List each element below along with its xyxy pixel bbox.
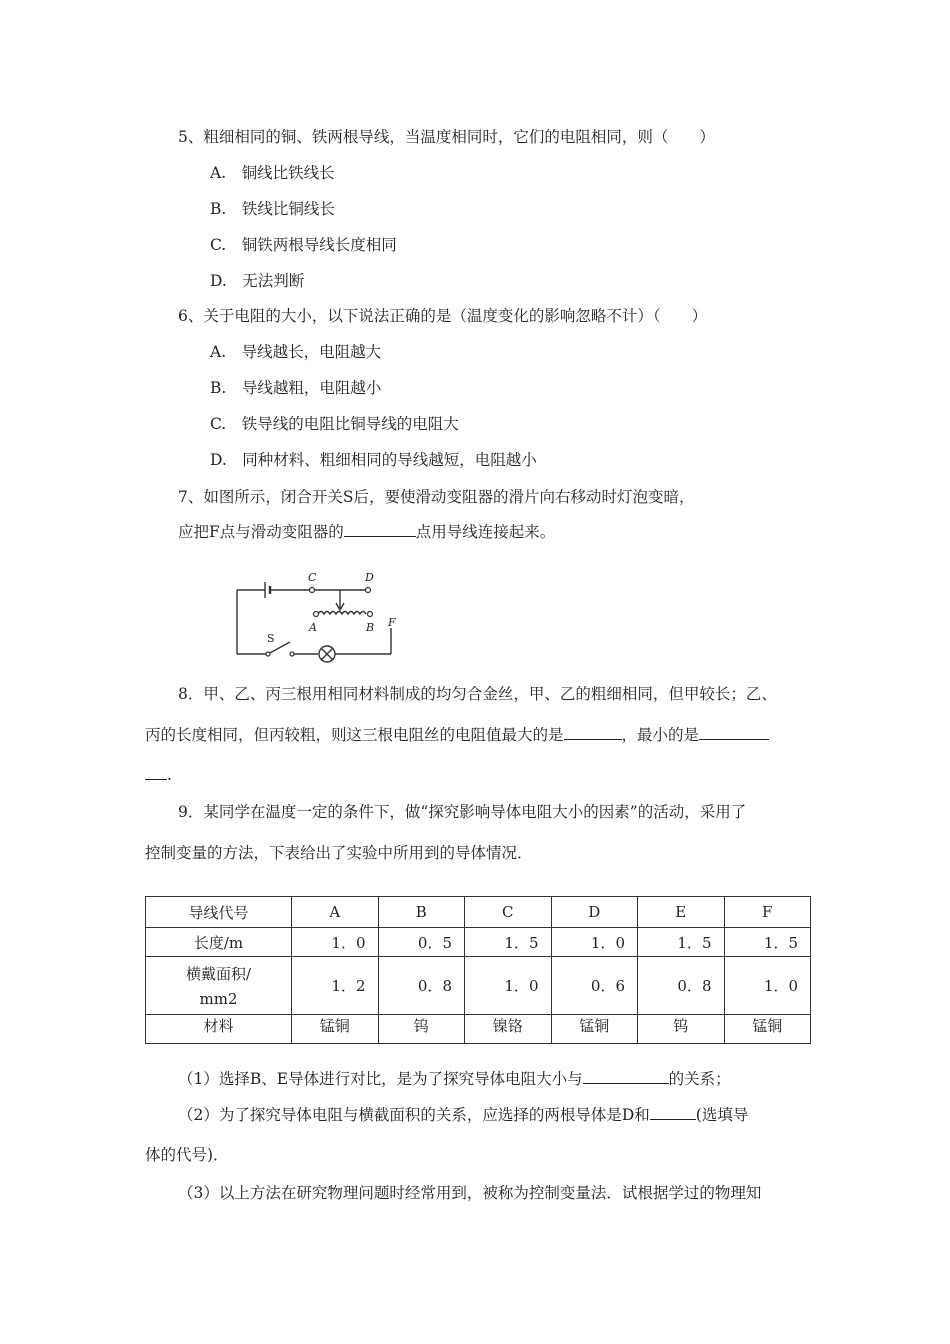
label-f: F	[388, 616, 396, 629]
terminal-b	[368, 612, 373, 617]
switch-pivot	[266, 652, 270, 656]
length-a: 1．0	[292, 928, 379, 957]
material-f: 锰铜	[724, 1015, 811, 1044]
material-b: 钨	[378, 1015, 465, 1044]
q9-sub2-line2: 体的代号)．	[145, 1146, 229, 1164]
q5-stem: 5、粗细相同的铜、铁两根导线，当温度相同时，它们的电阻相同，则（ ）	[178, 128, 715, 146]
length-e: 1．5	[638, 928, 725, 957]
material-c: 镍铬	[465, 1015, 552, 1044]
area-d: 0．6	[551, 957, 638, 1015]
area-label-line1: 横戴面积/	[185, 965, 252, 983]
q6-stem: 6、关于电阻的大小，以下说法正确的是（温度变化的影响忽略不计）（ ）	[178, 307, 708, 325]
header-c: C	[465, 897, 552, 928]
label-a: A	[309, 621, 317, 634]
terminal-c	[310, 588, 315, 593]
q7-line2-prefix: 应把F点与滑动变阻器的	[178, 523, 344, 541]
length-b: 0．5	[378, 928, 465, 957]
material-label: 材料	[146, 1015, 292, 1044]
label-c: C	[308, 571, 317, 584]
material-d: 锰铜	[551, 1015, 638, 1044]
table-row-material	[146, 1015, 811, 1044]
area-a: 1．2	[292, 957, 379, 1015]
material-e: 钨	[638, 1015, 725, 1044]
header-f: F	[724, 897, 811, 928]
q8-line3-suffix: .	[167, 766, 172, 784]
area-f: 1．0	[724, 957, 811, 1015]
q8-min-blank[interactable]	[699, 725, 769, 740]
circuit-diagram	[232, 570, 432, 664]
q9-sub2	[178, 1105, 748, 1125]
q7-line2-suffix: 点用导线连接起来。	[415, 523, 556, 541]
q7-line1: 7、如图所示，闭合开关S后，要使滑动变阻器的滑片向右移动时灯泡变暗，	[178, 488, 695, 506]
q8-line2-mid: ，最小的是	[621, 726, 700, 744]
q8-line2	[145, 725, 769, 745]
area-e: 0．8	[638, 957, 725, 1015]
length-c: 1．5	[465, 928, 552, 957]
q9-sub3: （3）以上方法在研究物理问题时经常用到，被称为控制变量法．试根据学过的物理知	[178, 1184, 762, 1202]
conductor-table	[145, 896, 811, 1044]
area-c: 1．0	[465, 957, 552, 1015]
header-e: E	[638, 897, 725, 928]
q9-line2: 控制变量的方法，下表给出了实验中所用到的导体情况．	[145, 844, 533, 862]
q9-sub2-suffix: (选填导	[695, 1106, 749, 1124]
q9-sub1-blank[interactable]	[583, 1069, 669, 1084]
terminal-a	[314, 612, 319, 617]
q8-min-blank-continued[interactable]	[145, 765, 167, 780]
q8-line2-prefix: 丙的长度相同，但丙较粗，则这三根电阻丝的电阻值最大的是	[145, 726, 564, 744]
q9-sub2-prefix: （2）为了探究导体电阻与横截面积的关系，应选择的两根导体是D和	[178, 1106, 650, 1124]
header-a: A	[292, 897, 379, 928]
table-row-length	[146, 928, 811, 957]
q6-option-c: C. 铁导线的电阻比铜导线的电阻大	[210, 415, 459, 433]
terminal-d	[366, 588, 371, 593]
q8-max-blank[interactable]	[564, 725, 622, 740]
q6-option-a: A. 导线越长，电阻越大	[210, 343, 382, 361]
q5-option-b: B. 铁线比铜线长	[210, 200, 335, 218]
area-b: 0．8	[378, 957, 465, 1015]
length-d: 1．0	[551, 928, 638, 957]
table-row-area	[146, 957, 811, 1015]
q9-sub2-blank[interactable]	[650, 1105, 696, 1120]
q5-option-a: A. 铜线比铁线长	[210, 164, 335, 182]
q8-line3	[145, 765, 172, 785]
q7-line2	[178, 522, 555, 542]
q9-sub1-prefix: （1）选择B、E导体进行对比，是为了探究导体电阻大小与	[178, 1070, 583, 1088]
switch-contact	[290, 652, 294, 656]
rheostat-coil	[318, 612, 366, 615]
header-b: B	[378, 897, 465, 928]
q7-answer-blank[interactable]	[344, 522, 416, 537]
q6-option-b: B. 导线越粗，电阻越小	[210, 379, 382, 397]
q9-sub1	[178, 1069, 731, 1089]
area-label	[146, 957, 292, 1015]
label-b: B	[366, 621, 375, 634]
header-code: 导线代号	[146, 897, 292, 928]
q5-option-d: D. 无法判断	[210, 272, 305, 290]
header-d: D	[551, 897, 638, 928]
q6-option-d: D. 同种材料、粗细相同的导线越短，电阻越小	[210, 451, 537, 469]
q5-option-c: C. 铜铁两根导线长度相同	[210, 236, 397, 254]
material-a: 锰铜	[292, 1015, 379, 1044]
length-f: 1．5	[724, 928, 811, 957]
table-row-header	[146, 897, 811, 928]
q9-sub1-suffix: 的关系；	[668, 1070, 731, 1088]
label-s: S	[267, 632, 275, 645]
length-label: 长度/m	[146, 928, 292, 957]
label-d: D	[365, 571, 374, 584]
area-label-line2: mm2	[199, 990, 238, 1008]
q9-line1: 9．某同学在温度一定的条件下，做“探究影响导体电阻大小的因素”的活动，采用了	[178, 803, 747, 821]
q8-line1: 8．甲、乙、丙三根用相同材料制成的均匀合金丝，甲、乙的粗细相同，但甲较长；乙、	[178, 685, 777, 703]
